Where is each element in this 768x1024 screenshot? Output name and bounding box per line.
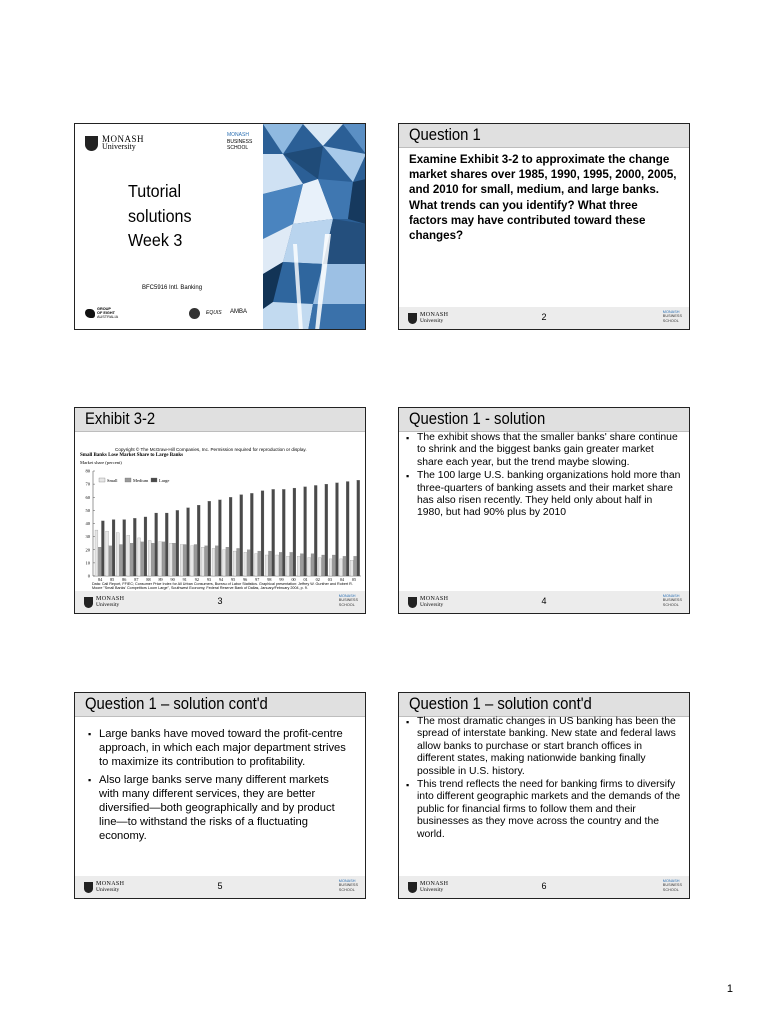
bar-medium	[311, 554, 314, 576]
slide-footer	[75, 591, 365, 613]
y-tick-label: 10	[85, 560, 90, 566]
x-tick-label: 89	[158, 577, 163, 582]
slide-number: 6	[541, 881, 547, 891]
x-tick-label: 93	[206, 577, 212, 582]
document-page-number: 1	[726, 983, 733, 995]
bar-small	[223, 550, 226, 576]
school-label: MONASH BUSINESS SCHOOL	[338, 879, 358, 892]
logo-brand: MONASH	[102, 134, 145, 144]
logo-university: University	[102, 142, 136, 151]
bar-large	[293, 488, 296, 576]
bar-medium	[162, 542, 165, 576]
slide-footer	[399, 876, 689, 898]
bar-large	[165, 513, 168, 576]
bar-large	[282, 489, 285, 576]
x-tick-label: 91	[182, 577, 187, 582]
chart-ylabel: Market share (percent)	[80, 460, 122, 465]
bar-large	[325, 484, 328, 576]
slide-3	[74, 407, 366, 614]
bar-small	[116, 533, 119, 576]
slide-1	[74, 123, 366, 330]
slide-footer	[75, 876, 365, 898]
footer-logo: MONASH University	[408, 881, 448, 893]
bullet-item: ▪ Also large banks serve many different markets with many different services, they are better diversified—both geographically and by product line—to withstand the risks of a fluctuating economy.	[87, 773, 349, 844]
bar-small	[148, 541, 151, 576]
bar-small	[106, 531, 109, 576]
slide-footer	[399, 591, 689, 613]
slide-number: 2	[541, 312, 547, 322]
slide-title: Tutorial solutions Week 3	[128, 181, 192, 250]
y-tick-label: 70	[85, 481, 90, 487]
bar-large	[208, 501, 211, 576]
school-label: MONASH BUSINESS SCHOOL	[338, 594, 358, 607]
bar-large	[346, 482, 349, 577]
x-tick-label: 01	[303, 577, 308, 582]
market-share-chart	[75, 466, 365, 586]
bar-medium	[173, 543, 176, 576]
seal-icon	[189, 308, 200, 319]
x-tick-label: 02	[315, 577, 320, 582]
slide-title: Question 1 – solution cont'd	[409, 695, 592, 713]
bar-medium	[141, 542, 144, 576]
bar-medium	[268, 551, 271, 576]
school-label: MONASH BUSINESS SCHOOL	[662, 310, 682, 323]
bar-medium	[343, 556, 346, 576]
slide-footer	[399, 307, 689, 329]
bar-small	[308, 558, 311, 576]
bar-large	[197, 505, 200, 576]
x-tick-label: 84	[98, 577, 103, 582]
bar-medium	[205, 546, 208, 576]
x-tick-label: 90	[170, 577, 175, 582]
bar-large	[240, 495, 243, 576]
y-tick-label: 40	[85, 521, 90, 526]
bar-small	[127, 535, 130, 576]
australia-icon	[85, 309, 95, 318]
x-tick-label: 99	[279, 577, 284, 582]
bar-large	[123, 520, 126, 576]
cover-image	[263, 124, 366, 330]
slide-title-bar	[75, 408, 365, 432]
slide-6	[398, 692, 690, 899]
y-tick-label: 80	[85, 468, 90, 474]
bar-medium	[194, 545, 197, 577]
bullet-list	[405, 432, 681, 521]
bar-small	[350, 560, 353, 576]
school-label: MONASH BUSINESS SCHOOL	[227, 132, 253, 151]
bar-medium	[226, 547, 229, 576]
slide-title-bar	[75, 693, 365, 717]
x-tick-label: 85	[110, 577, 115, 582]
bar-small	[169, 543, 172, 576]
bar-small	[233, 551, 236, 576]
bar-medium	[183, 545, 186, 577]
x-tick-label: 96	[243, 577, 248, 582]
bar-medium	[109, 546, 112, 576]
x-tick-label: 98	[267, 577, 272, 582]
bullet-list	[87, 727, 349, 845]
bar-medium	[332, 555, 335, 576]
bar-medium	[151, 543, 154, 576]
bar-small	[297, 556, 300, 576]
bar-small	[201, 547, 204, 576]
slide-title: Exhibit 3-2	[85, 410, 156, 428]
bar-small	[265, 555, 268, 576]
bar-large	[144, 517, 147, 576]
legend-label: Large	[159, 477, 170, 483]
bar-medium	[322, 555, 325, 576]
slide-5	[74, 692, 366, 899]
x-tick-label: 95	[231, 577, 236, 582]
bar-medium	[98, 547, 101, 576]
crest-icon	[85, 136, 98, 151]
bar-large	[187, 508, 190, 576]
x-tick-label: 03	[327, 577, 332, 582]
y-tick-label: 20	[85, 547, 90, 553]
slide-title: Question 1	[409, 126, 481, 144]
bottom-logos	[85, 307, 255, 323]
copyright-notice: Copyright © The McGraw-Hill Companies, Inc. Permission required for reproduction or display.	[115, 447, 307, 452]
slide-number: 4	[541, 596, 547, 606]
bar-large	[229, 497, 232, 576]
bar-large	[272, 489, 275, 576]
bar-medium	[258, 551, 261, 576]
bar-small	[159, 542, 162, 576]
bar-large	[261, 491, 264, 576]
school-label: MONASH BUSINESS SCHOOL	[662, 879, 682, 892]
bullet-item: ▪ This trend reflects the need for banking firms to diversify into different geographic markets and the demands of the public for financial firms to follow them and their businesses as they move across the country and the world.	[405, 779, 681, 841]
bar-medium	[300, 554, 303, 576]
school-label: MONASH BUSINESS SCHOOL	[662, 594, 682, 607]
legend-swatch	[151, 478, 157, 482]
bar-large	[155, 513, 158, 576]
bar-large	[250, 493, 253, 576]
footer-logo: MONASH University	[408, 596, 448, 608]
go8-logo: GROUP OF EIGHT AUSTRALIA	[85, 307, 118, 320]
y-tick-label: 30	[85, 534, 90, 540]
bar-large	[336, 483, 339, 576]
bar-large	[314, 485, 317, 576]
bar-medium	[120, 545, 123, 577]
bar-small	[212, 548, 215, 576]
bar-medium	[290, 552, 293, 576]
slide-number: 5	[217, 881, 223, 891]
bar-large	[101, 521, 104, 576]
bar-medium	[279, 552, 282, 576]
bar-small	[340, 559, 343, 576]
bar-small	[244, 552, 247, 576]
y-tick-label: 50	[85, 507, 90, 513]
chart-title: Small Banks Lose Market Share to Large Banks	[80, 453, 184, 458]
equis-logo: EQUIS	[206, 310, 222, 316]
bar-small	[255, 554, 258, 576]
footer-logo: MONASH University	[84, 881, 124, 893]
slide-title: Question 1 – solution cont'd	[85, 695, 268, 713]
legend-swatch	[99, 478, 105, 482]
bar-large	[357, 480, 360, 576]
slide-number: 3	[217, 596, 223, 606]
bullet-list	[405, 716, 681, 842]
x-tick-label: 00	[291, 577, 296, 582]
footer-logo: MONASH University	[408, 312, 448, 324]
bar-large	[133, 518, 136, 576]
bar-large	[176, 510, 179, 576]
slide-title-bar	[399, 693, 689, 717]
slide-2	[398, 123, 690, 330]
legend-label: Small	[107, 477, 118, 483]
bar-small	[329, 559, 332, 576]
footer-logo: MONASH University	[84, 596, 124, 608]
amba-logo: AMBA	[230, 309, 248, 315]
x-tick-label: 05	[351, 577, 357, 582]
bar-small	[138, 538, 141, 576]
x-tick-label: 94	[218, 577, 224, 582]
x-tick-label: 87	[134, 577, 139, 582]
bar-large	[112, 520, 115, 576]
bar-small	[276, 555, 279, 576]
bar-medium	[237, 548, 240, 576]
bar-medium	[130, 543, 133, 576]
slide-title-bar	[399, 408, 689, 432]
bar-small	[287, 556, 290, 576]
y-tick-label: 0	[87, 573, 90, 579]
question-text: Examine Exhibit 3-2 to approximate the change market shares over 1985, 1990, 1995, 2000, 2005, and 2010 for small, medium, and large banks. What trends can you identify? What three factors may have contributed toward these changes?	[409, 153, 677, 243]
x-tick-label: 97	[255, 577, 260, 582]
bullet-item: ▪ The exhibit shows that the smaller banks' share continue to shrink and the biggest banks gain greater market share each year, but the trend maybe slowing.	[405, 432, 681, 469]
bar-small	[180, 545, 183, 577]
x-tick-label: 86	[122, 577, 127, 582]
bar-small	[191, 546, 194, 576]
bullet-item: ▪ The 100 large U.S. banking organizations hold more than three-quarters of banking assets and their market share has also risen recently. They held only about half in 1980, but had 90% plus by 2010	[405, 470, 681, 520]
y-tick-label: 60	[85, 494, 90, 500]
x-tick-label: 88	[146, 577, 151, 582]
bar-small	[95, 530, 98, 576]
x-tick-label: 92	[194, 577, 199, 582]
unit-code: BFC5916 Intl. Banking	[142, 285, 203, 291]
slide-4	[398, 407, 690, 614]
slide-title-bar	[399, 124, 689, 148]
bar-medium	[215, 546, 218, 576]
bar-large	[218, 500, 221, 576]
slide-title: Question 1 - solution	[409, 410, 546, 428]
bar-medium	[354, 556, 357, 576]
x-tick-label: 04	[339, 577, 345, 582]
bar-large	[304, 487, 307, 576]
monash-logo	[85, 135, 144, 151]
chart-source: Data: Call Report, FFIEC; Consumer Price Index for All Urban Consumers, Bureau of Labor Statistics. Graphical presentation: Jeffrey W. Gunther and Robert R. Moore "Small Banks' Competitors Loom Large", Southwest Economy, Federal Reserve Bank of Dallas, January/February 2004, p. 9.	[92, 582, 353, 591]
bullet-item: ▪ Large banks have moved toward the profit-centre approach, in which each major department strives to maximize its contribution to profitability.	[87, 727, 349, 770]
legend-label: Medium	[133, 477, 149, 483]
legend-swatch	[125, 478, 131, 482]
bullet-item: ▪ The most dramatic changes in US banking has been the spread of interstate banking. New state and federal laws allow banks to purchase or start branch offices in different states, making nationwide banking finally possible in U.S. history.	[405, 716, 681, 778]
bar-medium	[247, 550, 250, 576]
bar-small	[318, 558, 321, 576]
